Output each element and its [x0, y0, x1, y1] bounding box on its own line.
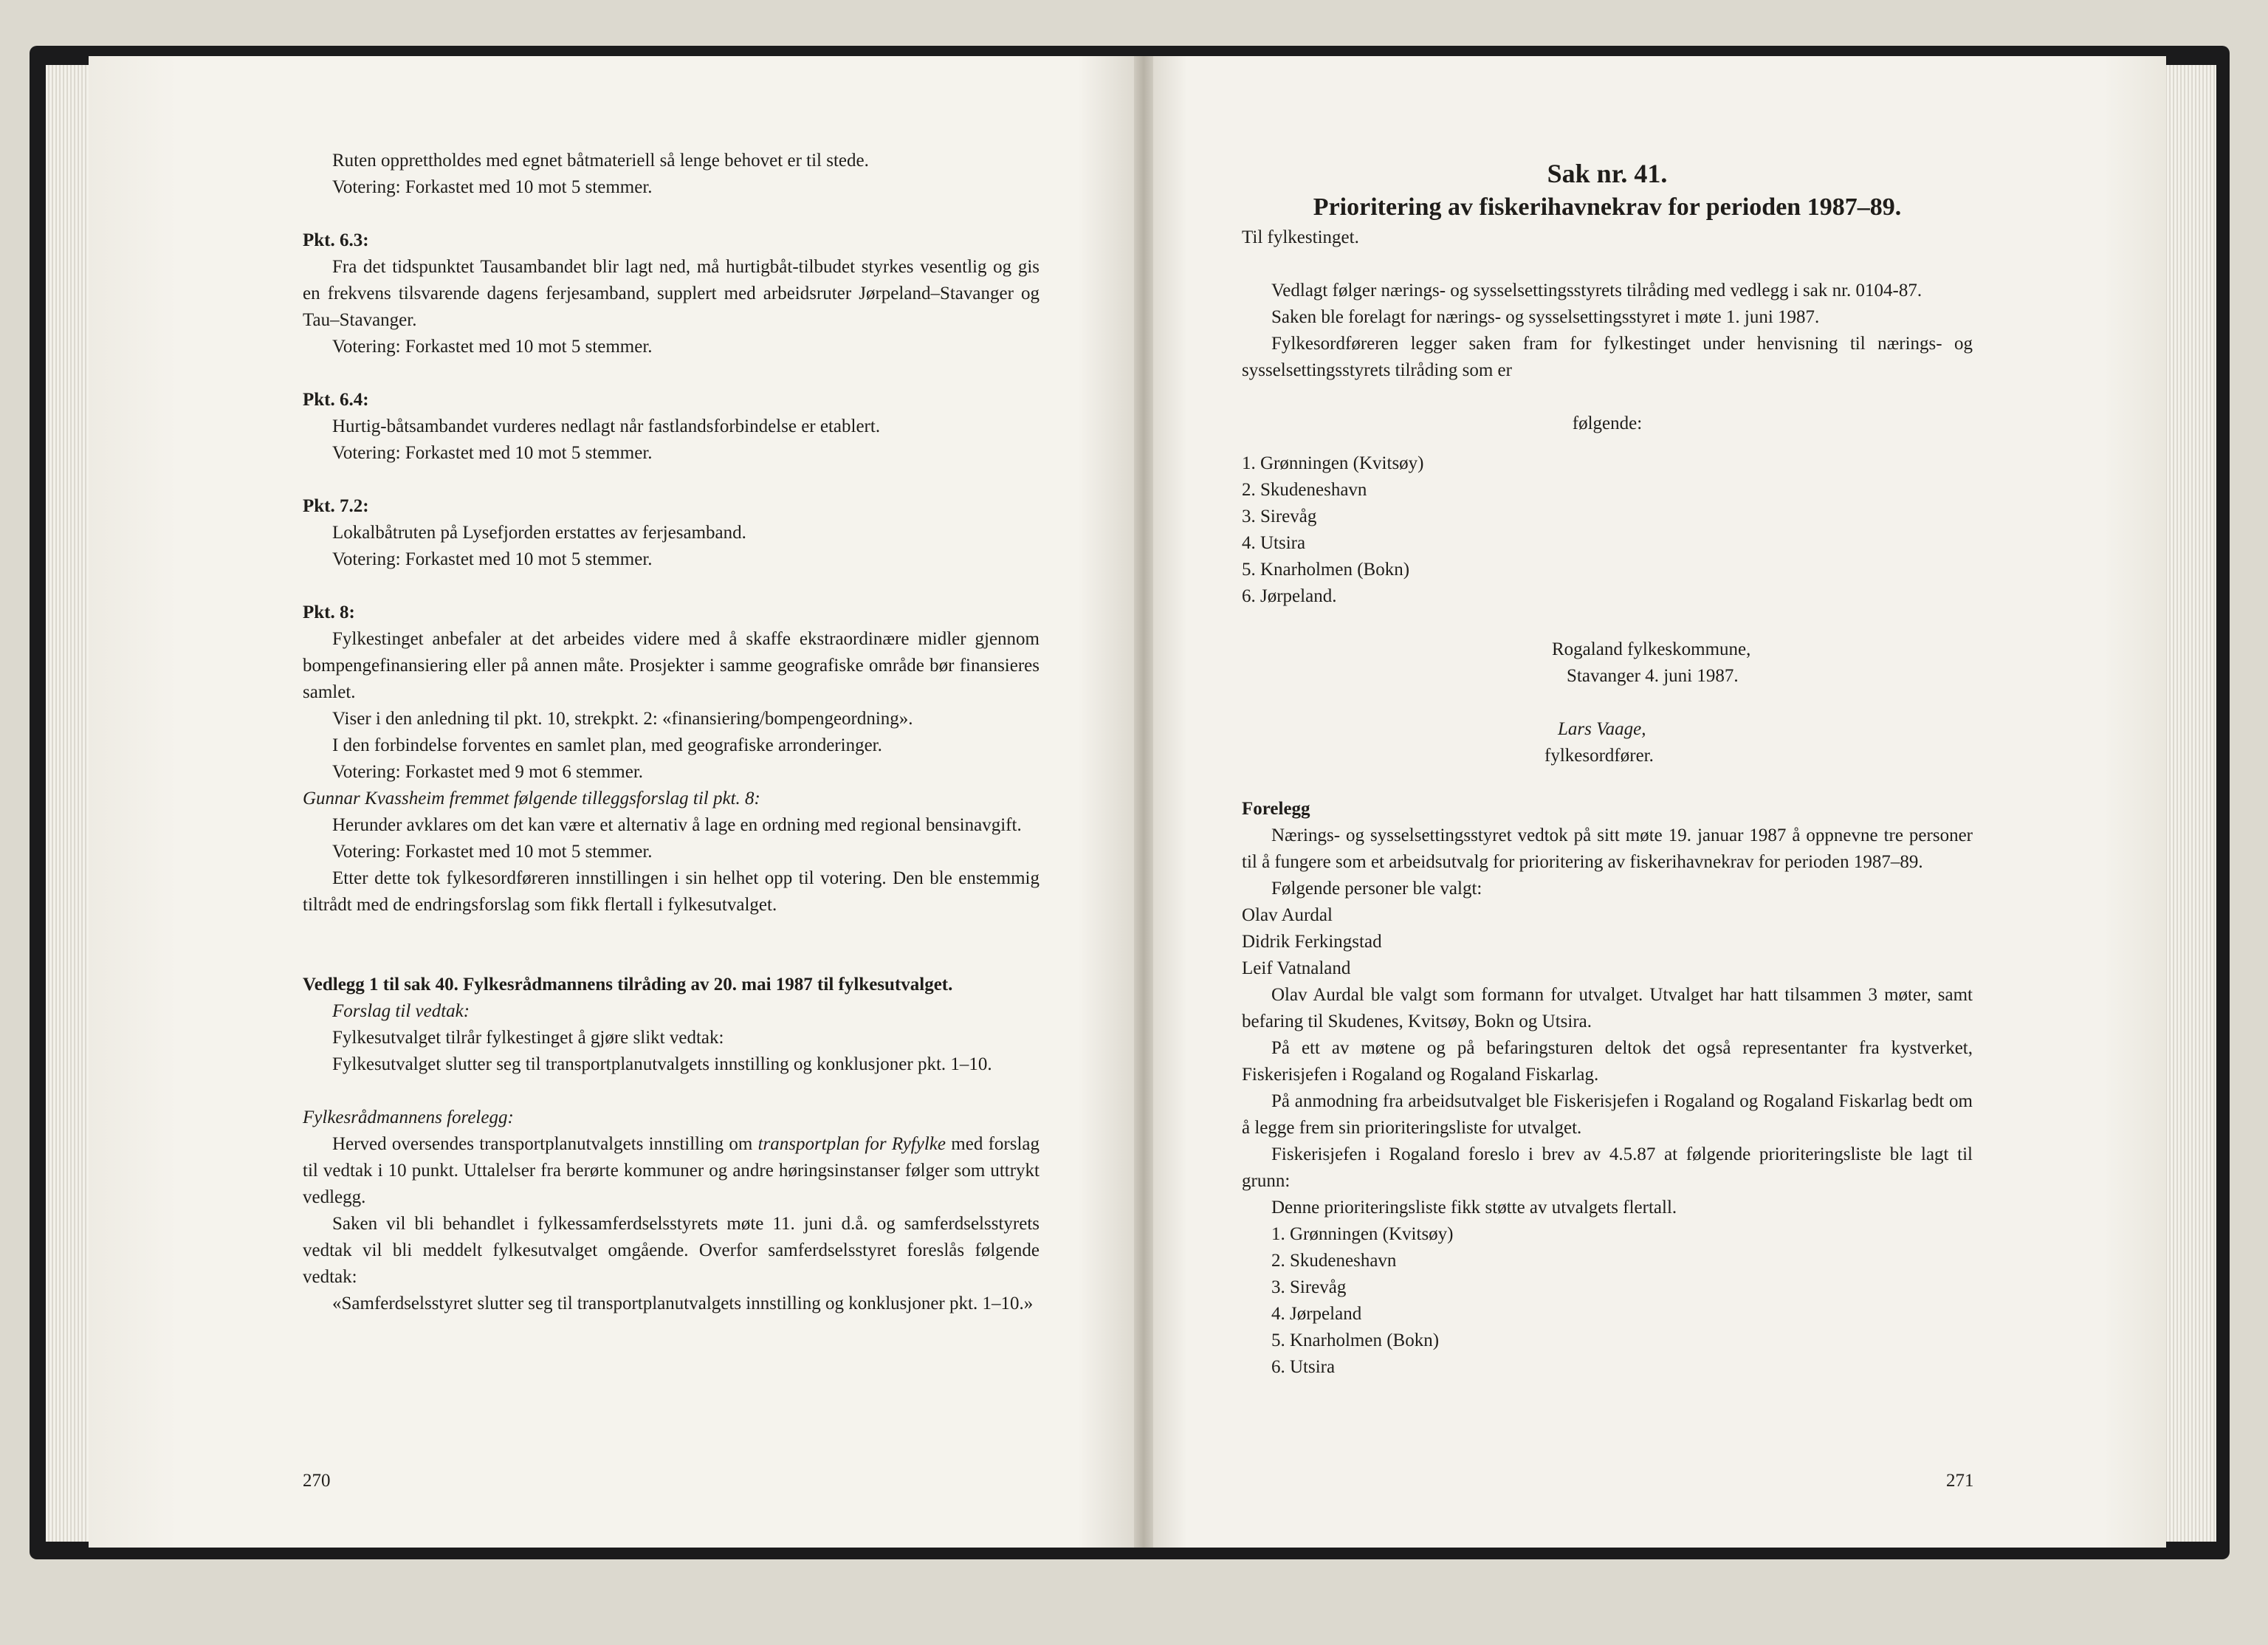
- signer-title: fylkesordfører.: [1544, 746, 1654, 766]
- paragraph: Fylkesutvalget tilrår fylkestinget å gjøre slikt vedtak:: [332, 1028, 724, 1048]
- place-date: Stavanger 4. juni 1987.: [1567, 666, 1739, 686]
- list-item: 3. Sirevåg: [1271, 1277, 1347, 1297]
- paragraph: Saken ble forelagt for nærings- og sysselsettingsstyret i møte 1. juni 1987.: [1271, 307, 1820, 327]
- list-item: 4. Jørpeland: [1271, 1304, 1362, 1324]
- paragraph: På anmodning fra arbeidsutvalget ble Fiskerisjefen i Rogaland og Rogaland Fiskarlag bedt om å legge frem sin prioriteringsliste for utvalget.: [1242, 1091, 1973, 1138]
- vote-line: Votering: Forkastet med 9 mot 6 stemmer.: [332, 762, 644, 782]
- list-item: 5. Knarholmen (Bokn): [1271, 1330, 1440, 1350]
- person: Olav Aurdal: [1242, 905, 1333, 925]
- section-heading: Forelegg: [1242, 799, 1310, 819]
- case-subtitle: Prioritering av fiskerihavnekrav for perioden 1987–89.: [1313, 193, 1902, 221]
- vote-line: Votering: Forkastet med 10 mot 5 stemmer.: [332, 549, 653, 569]
- page-number-left: 270: [303, 1471, 331, 1491]
- addressee: Til fylkestinget.: [1242, 227, 1359, 247]
- text-run: transportplan for Ryfylke: [757, 1134, 946, 1154]
- paragraph: Hurtig-båtsambandet vurderes nedlagt når fastlandsforbindelse er etablert.: [332, 416, 881, 436]
- priority-list: [1242, 1221, 1973, 1381]
- right-page-text: [1242, 157, 1973, 1381]
- paragraph: Nærings- og sysselsettingsstyret vedtok på sitt møte 19. januar 1987 å oppnevne tre personer til å fungere som et arbeidsutvalg for prioritering av fiskerihavnekrav for perioden 1987–89.: [1242, 825, 1973, 872]
- section-heading: Pkt. 6.3:: [303, 230, 369, 250]
- organization: Rogaland fylkeskommune,: [1552, 639, 1751, 659]
- paragraph: I den forbindelse forventes en samlet plan, med geografiske arronderinger.: [332, 735, 882, 755]
- paragraph: [303, 1131, 1040, 1211]
- paragraph: Saken vil bli behandlet i fylkessamferdselsstyrets møte 11. juni d.å. og samferdselsstyrets vedtak vil bli meddelt fylkesutvalget omgående. Overfor samferdselsstyret foreslås følgende vedtak:: [303, 1214, 1040, 1287]
- paragraph: Lokalbåtruten på Lysefjorden erstattes av ferjesamband.: [332, 523, 746, 543]
- list-item: 4. Utsira: [1242, 533, 1306, 553]
- list-item: 6. Utsira: [1271, 1357, 1336, 1377]
- priority-list: [1242, 450, 1973, 610]
- page-edges-left: [46, 65, 90, 1542]
- paragraph: Vedlagt følger nærings- og sysselsettingsstyrets tilråding med vedlegg i sak nr. 0104-87.: [1271, 281, 1922, 301]
- page-edges-right: [2163, 65, 2216, 1542]
- paragraph: På ett av møtene og på befaringsturen deltok det også representanter fra kystverket, Fiskerisjefen i Rogaland og Rogaland Fiskarlag.: [1242, 1038, 1973, 1085]
- list-item: 3. Sirevåg: [1242, 506, 1317, 526]
- text-run: med forslag til vedtak i 10 punkt. Uttalelser fra berørte kommuner og andre høringsinstanser følger som uttrykt vedlegg.: [303, 1134, 1040, 1207]
- section-heading: Pkt. 7.2:: [303, 496, 369, 516]
- vote-line: Votering: Forkastet med 10 mot 5 stemmer.: [332, 177, 653, 197]
- book-gutter: [1134, 56, 1153, 1548]
- motion-intro: Gunnar Kvassheim fremmet følgende tilleggsforslag til pkt. 8:: [303, 789, 760, 808]
- paragraph: Viser i den anledning til pkt. 10, strekpkt. 2: «finansiering/bompengeordning».: [332, 709, 913, 729]
- person: Leif Vatnaland: [1242, 958, 1351, 978]
- case-title: Sak nr. 41.: [1547, 159, 1668, 188]
- paragraph: Fylkesordføreren legger saken fram for fylkestinget under henvisning til nærings- og sysselsettingsstyrets tilråding som er: [1242, 334, 1973, 380]
- subheading: Forslag til vedtak:: [332, 1001, 470, 1021]
- paragraph: Ruten opprettholdes med egnet båtmateriell så lenge behovet er til stede.: [332, 151, 869, 171]
- paragraph: Fylkesutvalget slutter seg til transportplanutvalgets innstilling og konklusjoner pkt. 1–10.: [332, 1054, 992, 1074]
- list-item: 1. Grønningen (Kvitsøy): [1242, 453, 1424, 473]
- signer-name: Lars Vaage,: [1558, 719, 1646, 739]
- section-heading: Pkt. 6.4:: [303, 390, 369, 410]
- paragraph: Fiskerisjefen i Rogaland foreslo i brev av 4.5.87 at følgende prioriteringsliste ble lagt til grunn:: [1242, 1144, 1973, 1191]
- vote-line: Votering: Forkastet med 10 mot 5 stemmer.: [332, 443, 653, 463]
- paragraph: Herunder avklares om det kan være et alternativ å lage en ordning med regional bensinavgift.: [332, 815, 1022, 835]
- appendix-heading: Vedlegg 1 til sak 40. Fylkesrådmannens tilråding av 20. mai 1987 til fylkesutvalget.: [303, 975, 953, 995]
- paragraph: Olav Aurdal ble valgt som formann for utvalget. Utvalget har hatt tilsammen 3 møter, samt befaring til Skudenes, Kvitsøy, Bokn og Utsira.: [1242, 985, 1973, 1031]
- paragraph: «Samferdselsstyret slutter seg til transportplanutvalgets innstilling og konklusjoner pkt. 1–10.»: [332, 1294, 1034, 1313]
- person: Didrik Ferkingstad: [1242, 932, 1382, 952]
- list-item: 1. Grønningen (Kvitsøy): [1271, 1224, 1454, 1244]
- paragraph: Etter dette tok fylkesordføreren innstillingen i sin helhet opp til votering. Den ble enstemmig tiltrådt med de endringsforslag som fikk flertall i fylkesutvalget.: [303, 868, 1040, 915]
- paragraph: Denne prioriteringsliste fikk støtte av utvalgets flertall.: [1271, 1198, 1677, 1218]
- section-heading: Pkt. 8:: [303, 602, 355, 622]
- paragraph: Følgende personer ble valgt:: [1271, 879, 1482, 899]
- list-item: 2. Skudeneshavn: [1271, 1251, 1397, 1271]
- list-intro: følgende:: [1572, 413, 1643, 433]
- left-page-text: [303, 148, 1040, 1317]
- list-item: 2. Skudeneshavn: [1242, 480, 1367, 500]
- vote-line: Votering: Forkastet med 10 mot 5 stemmer.: [332, 337, 653, 357]
- paragraph: Fra det tidspunktet Tausambandet blir lagt ned, må hurtigbåt-tilbudet styrkes vesentlig og gis en frekvens tilsvarende dagens ferjesamband, supplert med arbeidsruter Jørpeland–Stavanger og Tau–Stavanger.: [303, 257, 1040, 330]
- text-run: Herved oversendes transportplanutvalgets innstilling om: [332, 1134, 753, 1154]
- page-number-right: 271: [1946, 1471, 1974, 1491]
- vote-line: Votering: Forkastet med 10 mot 5 stemmer.: [332, 842, 653, 862]
- list-item: 5. Knarholmen (Bokn): [1242, 560, 1410, 580]
- paragraph: Fylkestinget anbefaler at det arbeides videre med å skaffe ekstraordinære midler gjennom bompengefinansiering eller på annen måte. Prosjekter i samme geografiske område bør finansieres samlet.: [303, 629, 1040, 702]
- list-item: 6. Jørpeland.: [1242, 586, 1337, 606]
- subheading: Fylkesrådmannens forelegg:: [303, 1107, 514, 1127]
